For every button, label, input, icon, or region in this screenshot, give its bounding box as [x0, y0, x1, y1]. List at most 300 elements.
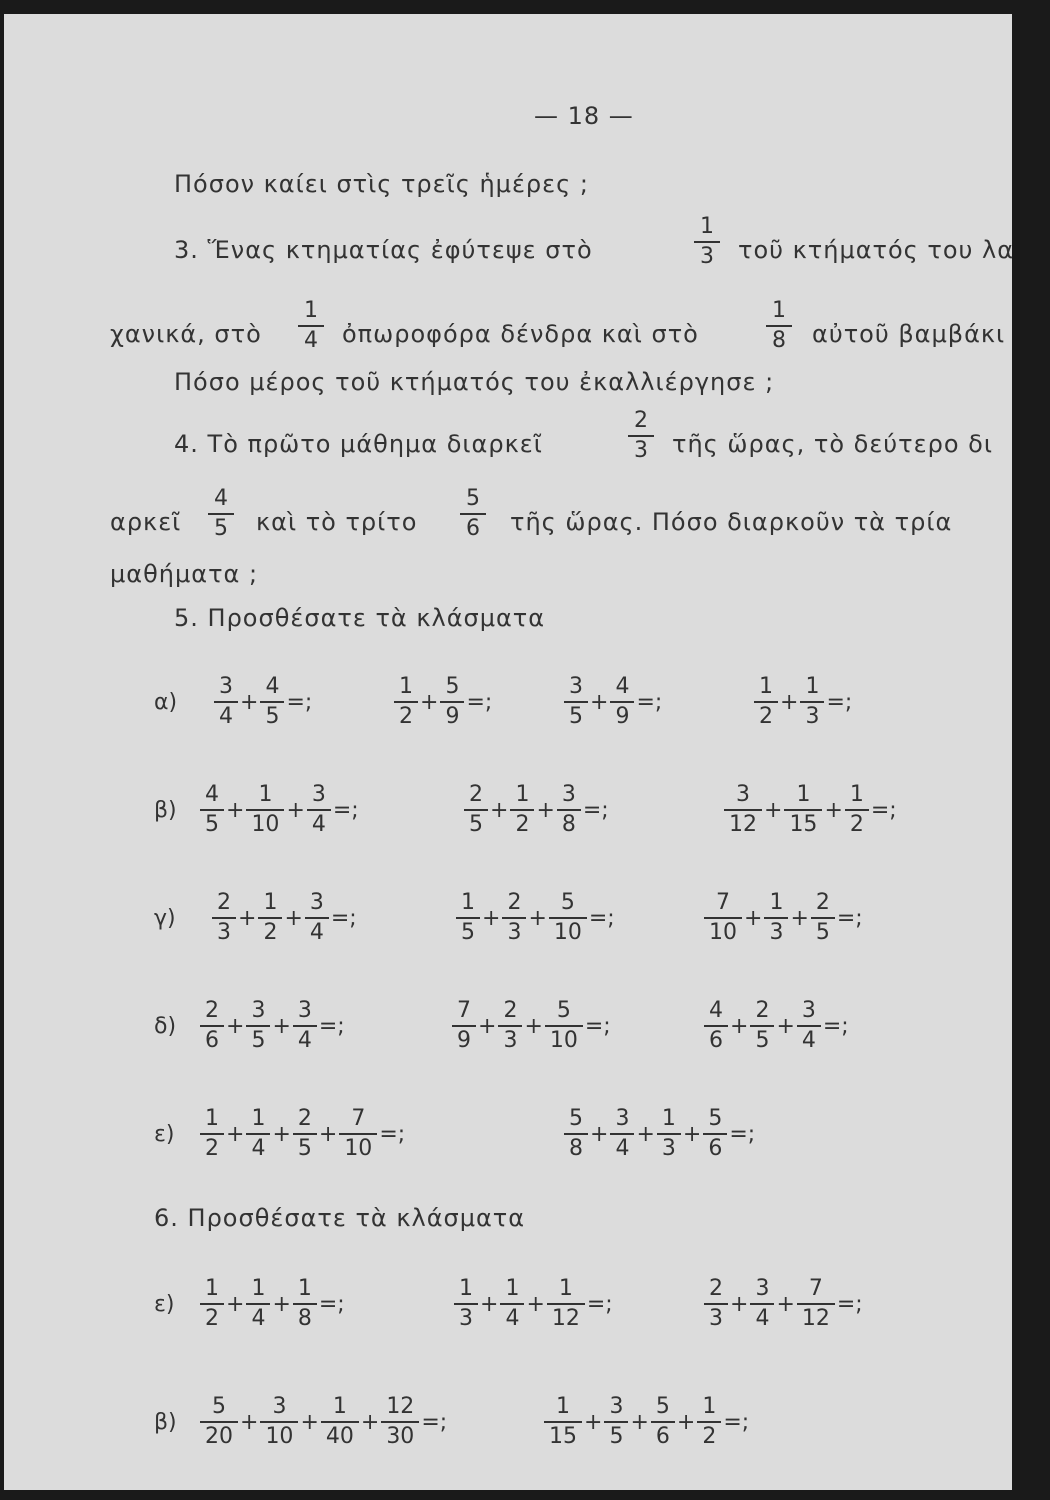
numerator: 2 [297, 1106, 312, 1131]
numerator: 4 [615, 674, 630, 699]
plus-sign: + [238, 905, 257, 931]
plus-sign: + [676, 1409, 696, 1435]
exercise-row [4, 1276, 1024, 1336]
fraction-bar [440, 701, 464, 703]
plus-sign: + [630, 1409, 649, 1435]
plus-sign: + [480, 1291, 499, 1317]
numerator: 1 [251, 1106, 266, 1131]
equals-sign: =; [826, 689, 853, 715]
plus-sign: + [226, 797, 245, 823]
fraction [704, 998, 728, 1054]
numerator: 3 [569, 674, 583, 699]
fraction-bar [547, 1303, 585, 1305]
fraction [464, 782, 488, 838]
plus-sign: + [240, 689, 259, 715]
denominator: 4 [251, 1306, 266, 1331]
row-label: ε) [154, 1122, 175, 1147]
numerator: 2 [815, 890, 830, 915]
numerator: 1 [558, 1276, 573, 1301]
numerator: 1 [515, 782, 530, 807]
fraction [544, 1394, 582, 1450]
row-label: α) [154, 690, 178, 715]
fraction [394, 674, 418, 730]
numerator: 3 [755, 1276, 770, 1301]
numerator: 1 [459, 1276, 473, 1301]
denominator: 4 [755, 1306, 770, 1331]
fraction-bar [704, 1025, 728, 1027]
exercise-row [4, 890, 1024, 950]
numerator: 1 [661, 1106, 676, 1131]
fraction [200, 782, 224, 838]
fraction-sum [564, 674, 662, 730]
fraction-bar [452, 1025, 476, 1027]
denominator: 30 [386, 1424, 415, 1449]
denominator: 2 [702, 1424, 717, 1449]
problem-4-text: τῆς ὥρας. Πόσο διαρκοῦν τὰ τρία [510, 508, 953, 536]
plus-sign: + [284, 905, 303, 931]
fraction-bar [293, 1133, 317, 1135]
fraction [651, 1394, 675, 1450]
fraction-sum [704, 998, 849, 1054]
fraction-sum [200, 1394, 447, 1450]
fraction-sum [212, 890, 357, 946]
fraction-sum [456, 890, 615, 946]
numerator: 7 [351, 1106, 366, 1131]
exercise-row [4, 782, 1024, 842]
fraction-bar [797, 1025, 821, 1027]
fraction-bar [321, 1421, 359, 1423]
denominator: 3 [459, 1306, 473, 1331]
equals-sign: =; [582, 797, 609, 823]
equals-sign: =; [870, 797, 897, 823]
numerator: 3 [251, 998, 266, 1023]
fraction-bar [502, 917, 526, 919]
fraction [549, 890, 587, 946]
fraction-bar [545, 1025, 583, 1027]
fraction-bar [754, 701, 778, 703]
numerator: 3 [561, 782, 576, 807]
plus-sign: + [636, 1121, 655, 1147]
fraction-bar [246, 1133, 270, 1135]
fraction-bar [246, 809, 284, 811]
fraction [754, 674, 778, 730]
fraction [764, 890, 788, 946]
fraction-bar [456, 917, 480, 919]
fraction [246, 782, 284, 838]
fraction-bar [704, 917, 742, 919]
fraction-bar [610, 701, 634, 703]
fraction [214, 674, 238, 730]
denominator: 4 [505, 1306, 520, 1331]
numerator: 5 [445, 674, 460, 699]
fraction [258, 890, 282, 946]
fraction [381, 1394, 419, 1450]
numerator: 1 [556, 1394, 570, 1419]
fraction-sum [464, 782, 609, 838]
fraction-bar [800, 701, 824, 703]
plus-sign: + [730, 1291, 749, 1317]
plus-sign: + [482, 905, 501, 931]
numerator: 4 [709, 998, 723, 1023]
denominator: 5 [609, 1424, 624, 1449]
denominator: 5 [297, 1136, 312, 1161]
denominator: 8 [297, 1306, 312, 1331]
equals-sign: =; [822, 1013, 849, 1039]
fraction-bar [212, 917, 236, 919]
plus-sign: + [528, 905, 547, 931]
equals-sign: =; [836, 905, 863, 931]
equals-sign: =; [379, 1121, 406, 1147]
equals-sign: =; [723, 1409, 750, 1435]
equals-sign: =; [318, 1013, 345, 1039]
plus-sign: + [420, 689, 439, 715]
numerator: 1 [251, 1276, 266, 1301]
fraction-sum [200, 998, 345, 1054]
numerator: 7 [716, 890, 730, 915]
fraction-sum [704, 1276, 863, 1332]
fraction [440, 674, 464, 730]
denominator: 2 [849, 812, 864, 837]
fraction [610, 674, 634, 730]
plus-sign: + [226, 1291, 245, 1317]
plus-sign: + [226, 1013, 245, 1039]
numerator: 4 [265, 674, 280, 699]
denominator: 5 [265, 704, 280, 729]
numerator: 3 [272, 1394, 287, 1419]
denominator: 3 [507, 920, 522, 945]
equals-sign: =; [286, 689, 313, 715]
fraction [724, 782, 762, 838]
denominator: 2 [205, 1136, 219, 1161]
numerator: 1 [759, 674, 773, 699]
plus-sign: + [318, 1121, 338, 1147]
fraction-sum [704, 890, 863, 946]
fraction-bar [293, 1025, 317, 1027]
numerator: 1 [805, 674, 820, 699]
numerator: 1 [849, 782, 864, 807]
denominator: 6 [655, 1424, 670, 1449]
denominator: 10 [251, 812, 280, 837]
fraction [452, 998, 476, 1054]
problem-5-heading: 5. Προσθέσατε τὰ κλάσματα [174, 604, 546, 632]
numerator: 1 [205, 1276, 219, 1301]
denominator: 12 [551, 1306, 580, 1331]
fraction [704, 890, 742, 946]
problem-6-heading: 6. Προσθέσατε τὰ κλάσματα [154, 1204, 526, 1232]
fraction-bar [610, 1133, 634, 1135]
problem-4-text: καὶ τὸ τρίτο [256, 508, 418, 536]
fraction-bar [697, 1421, 721, 1423]
numerator: 3 [736, 782, 750, 807]
fraction-bar [260, 701, 284, 703]
denominator: 5 [469, 812, 483, 837]
fraction: 1 4 [298, 298, 324, 354]
equals-sign: =; [318, 1291, 345, 1317]
fraction [800, 674, 824, 730]
book-page [4, 14, 1024, 1490]
numerator: 2 [755, 998, 770, 1023]
plus-sign: + [272, 1121, 291, 1147]
denominator: 20 [205, 1424, 233, 1449]
denominator: 5 [815, 920, 830, 945]
fraction [510, 782, 534, 838]
numerator: 3 [801, 998, 816, 1023]
fraction-sum [200, 1106, 405, 1162]
fraction [547, 1276, 585, 1332]
fraction [657, 1106, 681, 1162]
fraction [811, 890, 835, 946]
denominator: 3 [503, 1028, 518, 1053]
fraction [339, 1106, 377, 1162]
problem-3-text: χανικά, στὸ [110, 320, 262, 348]
fraction [564, 1106, 588, 1162]
fraction-sum [200, 1276, 345, 1332]
equals-sign: =; [466, 689, 493, 715]
denominator: 5 [755, 1028, 770, 1053]
fraction-bar [293, 1303, 317, 1305]
denominator: 4 [615, 1136, 630, 1161]
fraction-bar [200, 1303, 224, 1305]
fraction-sum [544, 1394, 749, 1450]
denominator: 8 [561, 812, 576, 837]
fraction [200, 998, 224, 1054]
denominator: 4 [251, 1136, 266, 1161]
numerator: 5 [569, 1106, 583, 1131]
numerator: 5 [560, 890, 575, 915]
fraction-sum [454, 1276, 613, 1332]
plus-sign: + [764, 797, 783, 823]
fraction [260, 1394, 298, 1450]
denominator: 3 [709, 1306, 723, 1331]
plus-sign: + [790, 905, 809, 931]
denominator: 15 [549, 1424, 577, 1449]
fraction-bar [339, 1133, 377, 1135]
fraction [200, 1276, 224, 1332]
fraction-bar [500, 1303, 524, 1305]
problem-3-text: ὀπωροφόρα δένδρα καὶ στὸ [342, 320, 699, 348]
fraction-bar [811, 917, 835, 919]
denominator: 4 [801, 1028, 816, 1053]
row-label: β) [154, 1410, 177, 1435]
numerator: 1 [505, 1276, 520, 1301]
numerator: 1 [332, 1394, 347, 1419]
denominator: 12 [729, 812, 757, 837]
fraction [200, 1106, 224, 1162]
fraction [604, 1394, 628, 1450]
numerator: 2 [507, 890, 522, 915]
numerator: 1 [702, 1394, 717, 1419]
numerator: 4 [205, 782, 219, 807]
fraction [321, 1394, 359, 1450]
page-number: — 18 — [534, 102, 634, 130]
plus-sign: + [478, 1013, 497, 1039]
equals-sign: =; [421, 1409, 448, 1435]
fraction-bar [657, 1133, 681, 1135]
fraction-bar [200, 809, 224, 811]
numerator: 2 [217, 890, 231, 915]
fraction-bar [381, 1421, 419, 1423]
numerator: 1 [205, 1106, 219, 1131]
problem-3-text: 3. Ἕνας κτηματίας ἐφύτεψε στὸ [174, 236, 593, 264]
numerator: 1 [461, 890, 475, 915]
fraction-bar [394, 701, 418, 703]
fraction-bar [703, 1133, 727, 1135]
numerator: 12 [386, 1394, 415, 1419]
denominator: 6 [708, 1136, 723, 1161]
plus-sign: + [300, 1409, 319, 1435]
denominator: 3 [217, 920, 231, 945]
denominator: 4 [311, 812, 326, 837]
plus-sign: + [286, 797, 305, 823]
plus-sign: + [584, 1409, 603, 1435]
numerator: 5 [212, 1394, 226, 1419]
fraction-bar [510, 809, 534, 811]
plus-sign: + [536, 797, 555, 823]
fraction [610, 1106, 634, 1162]
denominator: 9 [457, 1028, 471, 1053]
plus-sign: + [360, 1409, 380, 1435]
fraction-bar [258, 917, 282, 919]
numerator: 1 [769, 890, 784, 915]
fraction: 4 5 [208, 486, 234, 542]
fraction-bar [307, 809, 331, 811]
text-line: Πόσον καίει στὶς τρεῖς ἡμέρες ; [174, 170, 589, 198]
fraction-bar [845, 809, 869, 811]
plus-sign: + [776, 1291, 795, 1317]
denominator: 3 [769, 920, 784, 945]
fraction-sum [214, 674, 312, 730]
plus-sign: + [590, 1121, 609, 1147]
plus-sign: + [526, 1291, 545, 1317]
fraction-bar [200, 1133, 224, 1135]
denominator: 2 [399, 704, 413, 729]
fraction [456, 890, 480, 946]
fraction [750, 998, 774, 1054]
problem-3-text: Πόσο μέρος τοῦ κτήματός του ἐκαλλιέργησε ; [174, 368, 775, 396]
fraction-bar [797, 1303, 835, 1305]
plus-sign: + [524, 1013, 543, 1039]
denominator: 9 [615, 704, 630, 729]
fraction [498, 998, 522, 1054]
denominator: 4 [309, 920, 324, 945]
fraction-sum [452, 998, 611, 1054]
fraction [557, 782, 581, 838]
numerator: 7 [808, 1276, 823, 1301]
plus-sign: + [780, 689, 799, 715]
fraction [212, 890, 236, 946]
fraction-bar [544, 1421, 582, 1423]
fraction-bar [454, 1303, 478, 1305]
exercise-row [4, 998, 1024, 1058]
numerator: 3 [609, 1394, 624, 1419]
fraction-bar [214, 701, 238, 703]
problem-4-text: τῆς ὥρας, τὸ δεύτερο δι [672, 430, 993, 458]
fraction-bar [260, 1421, 298, 1423]
numerator: 2 [503, 998, 518, 1023]
fraction [697, 1394, 721, 1450]
fraction-bar [604, 1421, 628, 1423]
denominator: 2 [205, 1306, 219, 1331]
fraction: 1 3 [694, 214, 720, 270]
numerator: 5 [708, 1106, 723, 1131]
numerator: 5 [556, 998, 571, 1023]
denominator: 6 [205, 1028, 219, 1053]
denominator: 4 [219, 704, 233, 729]
fraction [564, 674, 588, 730]
fraction [704, 1276, 728, 1332]
denominator: 4 [297, 1028, 312, 1053]
denominator: 10 [553, 920, 582, 945]
fraction [293, 1106, 317, 1162]
equals-sign: =; [836, 1291, 863, 1317]
plus-sign: + [226, 1121, 245, 1147]
numerator: 1 [258, 782, 273, 807]
denominator: 10 [549, 1028, 578, 1053]
exercise-row [4, 1106, 1024, 1166]
numerator: 2 [709, 1276, 723, 1301]
fraction [502, 890, 526, 946]
fraction [293, 1276, 317, 1332]
problem-4-text: αρκεῖ [110, 508, 182, 536]
fraction [293, 998, 317, 1054]
denominator: 3 [805, 704, 820, 729]
plus-sign: + [590, 689, 609, 715]
numerator: 5 [655, 1394, 670, 1419]
fraction [703, 1106, 727, 1162]
fraction [246, 1106, 270, 1162]
equals-sign: =; [588, 905, 615, 931]
numerator: 1 [796, 782, 811, 807]
denominator: 5 [205, 812, 219, 837]
equals-sign: =; [332, 797, 359, 823]
numerator: 3 [615, 1106, 630, 1131]
fraction [454, 1276, 478, 1332]
plus-sign: + [824, 797, 843, 823]
fraction-bar [764, 917, 788, 919]
equals-sign: =; [729, 1121, 756, 1147]
fraction-bar [498, 1025, 522, 1027]
fraction-sum [394, 674, 492, 730]
fraction-sum [200, 782, 359, 838]
fraction [246, 998, 270, 1054]
fraction [260, 674, 284, 730]
fraction-sum [564, 1106, 755, 1162]
fraction [200, 1394, 238, 1450]
denominator: 15 [789, 812, 818, 837]
denominator: 5 [569, 704, 583, 729]
fraction [797, 1276, 835, 1332]
denominator: 2 [263, 920, 278, 945]
plus-sign: + [682, 1121, 702, 1147]
fraction-bar [704, 1303, 728, 1305]
fraction-bar [651, 1421, 675, 1423]
denominator: 10 [344, 1136, 373, 1161]
fraction [784, 782, 822, 838]
problem-4-text: μαθήματα ; [110, 560, 259, 588]
row-label: γ) [154, 906, 176, 931]
fraction-bar [564, 1133, 588, 1135]
numerator: 1 [297, 1276, 312, 1301]
row-label: δ) [154, 1014, 177, 1039]
fraction [305, 890, 329, 946]
denominator: 40 [325, 1424, 354, 1449]
numerator: 3 [219, 674, 233, 699]
fraction-bar [200, 1025, 224, 1027]
problem-3-text: τοῦ κτήματός του λα [738, 236, 1015, 264]
numerator: 1 [263, 890, 278, 915]
equals-sign: =; [584, 1013, 611, 1039]
exercise-row [4, 1394, 1024, 1454]
